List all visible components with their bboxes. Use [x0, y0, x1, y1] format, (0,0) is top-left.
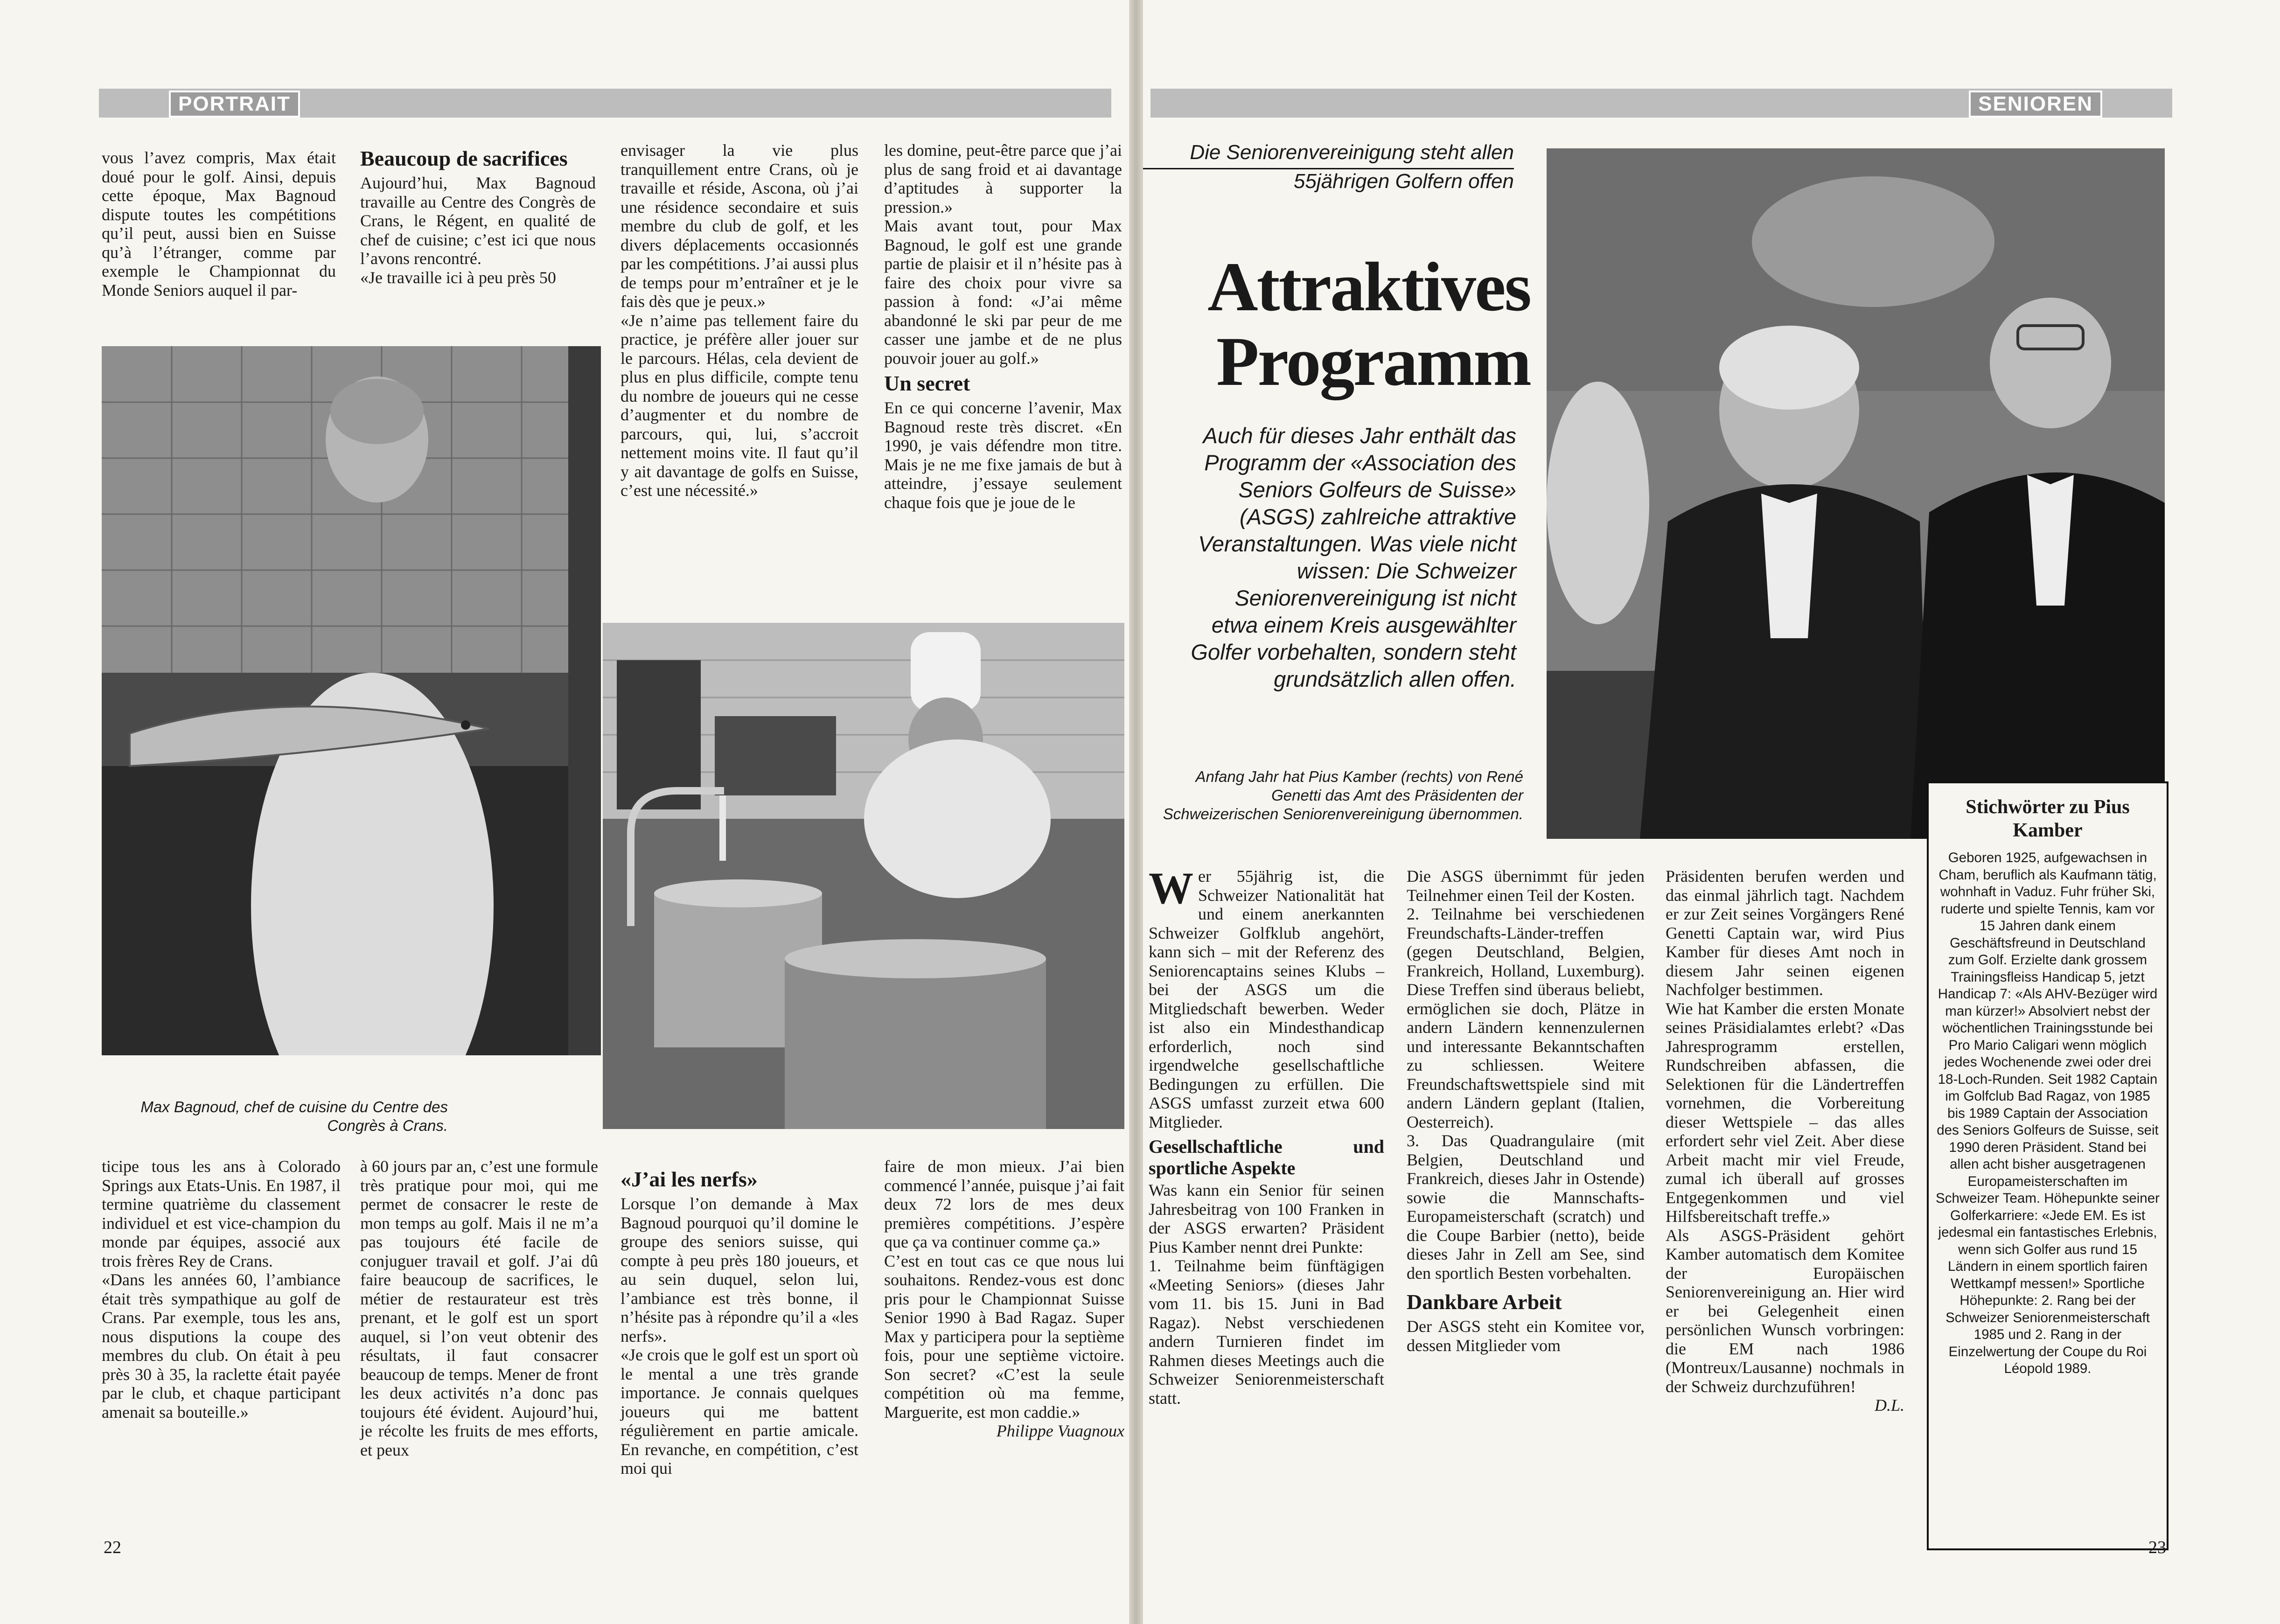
kicker-line-1: Die Seniorenvereinigung steht allen	[1143, 140, 1514, 169]
paragraph: Der ASGS steht ein Komitee vor, dessen Mitglieder vom	[1407, 1317, 1645, 1355]
info-box	[1927, 781, 2168, 1550]
article-column-1-bottom	[102, 1157, 341, 1422]
article-column-2-top	[360, 146, 596, 287]
paragraph: «Dans les années 60, l’ambiance était très sympathique au golf de Crans. Par exemple, tous les ans, nous disputions la coupe des membres du club. On était à peu près 30 à 35, la raclette était payée par le club, et chaque participant amenait sa bouteille.»	[102, 1270, 341, 1422]
chef-with-fish-photo	[102, 346, 601, 1055]
paragraph: les domine, peut-être parce que j’ai plus de sang froid et ai davantage d’aptitudes à supporter la pression.»	[884, 141, 1122, 216]
kamber-genetti-photo	[1547, 148, 2165, 839]
paragraph: Als ASGS-Präsident gehört Kamber automatisch dem Komitee der Europäischen Seniorenvereinigung an. Hier wird er bei Gelegenheit einen persönlichen Wunsch vorbringen: die EM nach 1986 (Montreux/Lausanne) nochmals in der Schweiz durchzuführen!	[1666, 1226, 1904, 1396]
paragraph: C’est en tout cas ce que nous lui souhaitons. Rendez-vous est donc pris pour le Championnat Suisse Senior 1990 à Bad Ragaz. Super Max y participera pour la septième fois, pour une septième victoire. Son secret? «C’est la seule compétition où ma femme, Marguerite, est mon caddie.»	[884, 1251, 1124, 1422]
paragraph: Wie hat Kamber die ersten Monate seines Präsidialamtes erlebt? «Das Jahresprogramm erstellen, Rundschreiben abfassen, die Selektionen für die Ländertreffen vornehmen, die Vorbereitung dieser Wettspiele – das alles erfordert sehr viel Zeit. Aber diese Arbeit macht mir viel Freude, zumal ich überall auf grosses Entgegenkommen und viel Hilfsbereitschaft treffe.»	[1666, 999, 1904, 1226]
section-band	[99, 89, 1111, 118]
paragraph: 2. Teilnahme bei verschiedenen Freundschafts-Länder-treffen (gegen Deutschland, Belgien, Frankreich, Holland, Luxemburg). Diese Treffen sind überaus beliebt, ermöglichen sie doch, Plätze in andern Ländern kennenzulernen und interessante Bekanntschaften zu schliessen. Weitere Freundschaftswettspiele sind mit andern Ländern geplant (Italien, Oesterreich).	[1407, 905, 1645, 1131]
article-column-1	[1149, 863, 1384, 1408]
photo-caption: Anfang Jahr hat Pius Kamber (rechts) von René Genetti das Amt des Präsidenten der Schweizerischen Seniorenvereinigung übernommen.	[1163, 768, 1523, 822]
paragraph: Die ASGS übernimmt für jeden Teilnehmer einen Teil der Kosten.	[1407, 867, 1645, 905]
article-column-3-top	[621, 141, 858, 500]
article-column-3-bottom	[621, 1166, 858, 1478]
info-box-title: Stichwörter zu Pius Kamber	[1966, 796, 2130, 841]
page-number: 23	[2148, 1538, 2166, 1557]
section-tag: PORTRAIT	[169, 91, 300, 118]
chef-with-pots-photo	[603, 623, 1124, 1129]
article-column-3	[1666, 867, 1904, 1415]
right-page	[1143, 0, 2280, 1624]
author-signature: Philippe Vuagnoux	[996, 1422, 1124, 1440]
kicker-line-2: 55jährigen Golfern offen	[1293, 170, 1514, 193]
paragraph: envisager la vie plus tranquillement entre Crans, où je travaille et réside, Ascona, où j’ai une résidence secondaire et suis membre du club de golf, et les divers déplacements occasionnés par les compétitions. J’ai aussi plus de temps pour m’entraîner et je le fais dès que je peux.»	[621, 141, 858, 311]
subheading: Beaucoup de sacrifices	[360, 146, 568, 170]
paragraph: Aujourd’hui, Max Bagnoud travaille au Centre des Congrès de Crans, le Régent, en qualité de chef de cuisine; c’est ici que nous l’avons rencontré.	[360, 174, 596, 268]
article-column-4-bottom	[884, 1157, 1124, 1441]
paragraph: Mais avant tout, pour Max Bagnoud, le golf est une grande partie de plaisir et il n’hésite pas à faire des choix pour vivre sa passion à fond: «J’ai même abandonné le ski par peur de me casser une jambe et de ne plus pouvoir jouer au golf.»	[884, 216, 1122, 368]
headline-line-2: Programm	[1216, 323, 1530, 400]
paragraph: à 60 jours par an, c’est une formule très pratique pour moi, qui me permet de consacrer le reste de mon temps au golf. Mais il ne m’a pas toujours été facile de conjuguer travail et golf. J’ai dû faire beaucoup de sacrifices, le métier de restaurateur est très prenant, et le golf est un sport auquel, si l’on veut obtenir des résultats, il faut consacrer beaucoup de temps. Mener de front les deux activités n’a donc pas toujours été évident. Aujourd’hui, je récolte les fruits de mes efforts, et peux	[360, 1157, 598, 1459]
paragraph: «Je n’aime pas tellement faire du practice, je préfère aller jouer sur le parcours. Hélas, cela devient de plus en plus difficile, compte tenu du nombre de joueurs qui ne cesse d’augmenter et du nombre de parcours, qui, lui, s’accroit nettement moins vite. Il faut qu’il y ait davantage de golfs en Suisse, c’est une nécessité.»	[621, 311, 858, 500]
left-page	[0, 0, 1129, 1624]
section-tag: SENIOREN	[1969, 91, 2102, 118]
paragraph: er 55jährig ist, die Schweizer Nationalität hat und einem anerkannten Schweizer Golfklub angehört, kann sich – mit der Referenz des Seniorencaptains seines Klubs – bei der ASGS um die Mitgliedschaft bewerben. Weder ist also ein Mindesthandicap erforderlich, noch sind irgendwelche gesellschaftliche Bedingungen zu erfüllen. Die ASGS umfasst zurzeit etwa 600 Mitglieder.	[1149, 867, 1384, 1131]
article-column-4-top	[884, 141, 1122, 512]
headline-line-1: Attraktives	[1207, 248, 1530, 326]
paragraph: «Je travaille ici à peu près 50	[360, 268, 556, 287]
article-column-2-bottom	[360, 1157, 598, 1459]
subheading: Dankbare Arbeit	[1407, 1290, 1562, 1314]
paragraph: Lorsque l’on demande à Max Bagnoud pourquoi qu’il domine le groupe des seniors suisse, qui compte à peu près 180 joueurs, et au sein duquel, selon lui, l’ambiance est très bonne, il n’hésite pas à répondre qu’il a «les nerfs».	[621, 1194, 858, 1345]
author-signature: D.L.	[1874, 1396, 1904, 1415]
page-number: 22	[104, 1538, 121, 1557]
paragraph: 1. Teilnahme beim fünftägigen «Meeting Seniors» (dieses Jahr vom 11. bis 15. Juni in Bad Ragaz). Nebst verschiedenen andern Turnieren findet im Rahmen dieses Meetings auch die Schweizer Seniorenmeisterschaft statt.	[1149, 1256, 1384, 1408]
paragraph: ticipe tous les ans à Colorado Springs aux Etats-Unis. En 1987, il termine quatrième du classement individuel et est vice-champion du monde par équipes, associé aux trois frères Rey de Crans.	[102, 1157, 341, 1270]
paragraph: 3. Das Quadrangulaire (mit Belgien, Deutschland und Frankreich, dieses Jahr in Ostende) sowie die Mannschafts-Europameisterschaft (scratch) und die Coupe Barbier (netto), beide dieses Jahr in Zell am See, sind den sportlich Besten vorbehalten.	[1407, 1131, 1645, 1282]
spine-gutter	[1129, 0, 1143, 1624]
lead-paragraph: Auch für dieses Jahr enthält das Programm der «Association des Seniors Golfeurs de Suisse» (ASGS) zahlreiche attraktive Veranstaltungen. Was viele nicht wissen: Die Schweizer Seniorenvereinigung ist nicht etwa einem Kreis ausgewählter Golfer vorbehalten, sondern steht grundsätzlich allen offen.	[1191, 423, 1516, 691]
section-band	[1150, 89, 2172, 118]
subheading: Gesellschaftliche und sportliche Aspekte	[1149, 1136, 1384, 1178]
paragraph: Präsidenten berufen werden und das einmal jährlich tagt. Nachdem er zur Zeit seines Vorgängers René Genetti Captain war, wird Pius Kamber für dieses Amt noch in diesem Jahr seinen eigenen Nachfolger bestimmen.	[1666, 867, 1904, 999]
subheading: Un secret	[884, 371, 970, 395]
paragraph: faire de mon mieux. J’ai bien commencé l’année, puisque j’ai fait deux 72 lors de mes deux premières compétitions. J’espère que ça va continuer comme ça.»	[884, 1157, 1124, 1251]
article-column-1-top	[102, 148, 336, 300]
article-column-2	[1407, 867, 1645, 1355]
info-box-body: Geboren 1925, aufgewachsen in Cham, beruflich als Kaufmann tätig, wohnhaft in Vaduz. Fuhr früher Ski, ruderte und spielte Tennis, kam vor 15 Jahren dank einem Geschäftsfreund in Deutschland zum Golf. Erzielte dank grossem Trainingsfleiss Handicap 5, jetzt Handicap 7: «Als AHV-Bezüger wird man kürzer!» Absolviert nebst der wöchentlichen Trainingsstunde bei Pro Mario Caligari wenn möglich jedes Wochenende zwei oder drei 18-Loch-Runden. Seit 1982 Captain im Golfclub Bad Ragaz, von 1985 bis 1989 Captain der Association des Seniors Golfeurs de Suisse, seit 1990 deren Präsident. Stand bei allen acht bisher ausgetragenen Europameisterschaften im Schweizer Team. Höhepunkte seiner Golferkarriere: «Jede EM. Es ist jedesmal ein fantastisches Erlebnis, wenn sich Golfer aus rund 15 Ländern in einem sportlich fairen Wettkampf messen!» Sportliche Höhepunkte: 2. Rang bei der Schweizer Seniorenmeisterschaft 1985 und 2. Rang in der Einzelwertung der Coupe du Roi Léopold 1989.	[1936, 850, 2160, 1376]
photo-caption: Max Bagnoud, chef de cuisine du Centre des Congrès à Crans.	[140, 1098, 448, 1134]
paragraph: Was kann ein Senior für seinen Jahresbeitrag von 100 Franken in der ASGS erwarten? Präsident Pius Kamber nennt drei Punkte:	[1149, 1181, 1384, 1256]
drop-cap: W	[1149, 863, 1193, 913]
paragraph: vous l’avez compris, Max était doué pour le golf. Ainsi, depuis cette époque, Max Bagnoud dispute toutes les compétitions qu’il peut, aussi bien en Suisse qu’à l’étranger, comme par exemple le Championnat du Monde Seniors auquel il par-	[102, 148, 336, 300]
paragraph: «Je crois que le golf est un sport où le mental a une très grande importance. Je connais quelques joueurs qui me battent régulièrement en partie amicale. En revanche, en compétition, c’est moi qui	[621, 1345, 858, 1478]
subheading: «J’ai les nerfs»	[621, 1167, 758, 1191]
paragraph: En ce qui concerne l’avenir, Max Bagnoud reste très discret. «En 1990, je vais défendre mon titre. Mais je ne me fixe jamais de but à atteindre, j’essaye seulement chaque fois que je joue de le	[884, 398, 1122, 512]
